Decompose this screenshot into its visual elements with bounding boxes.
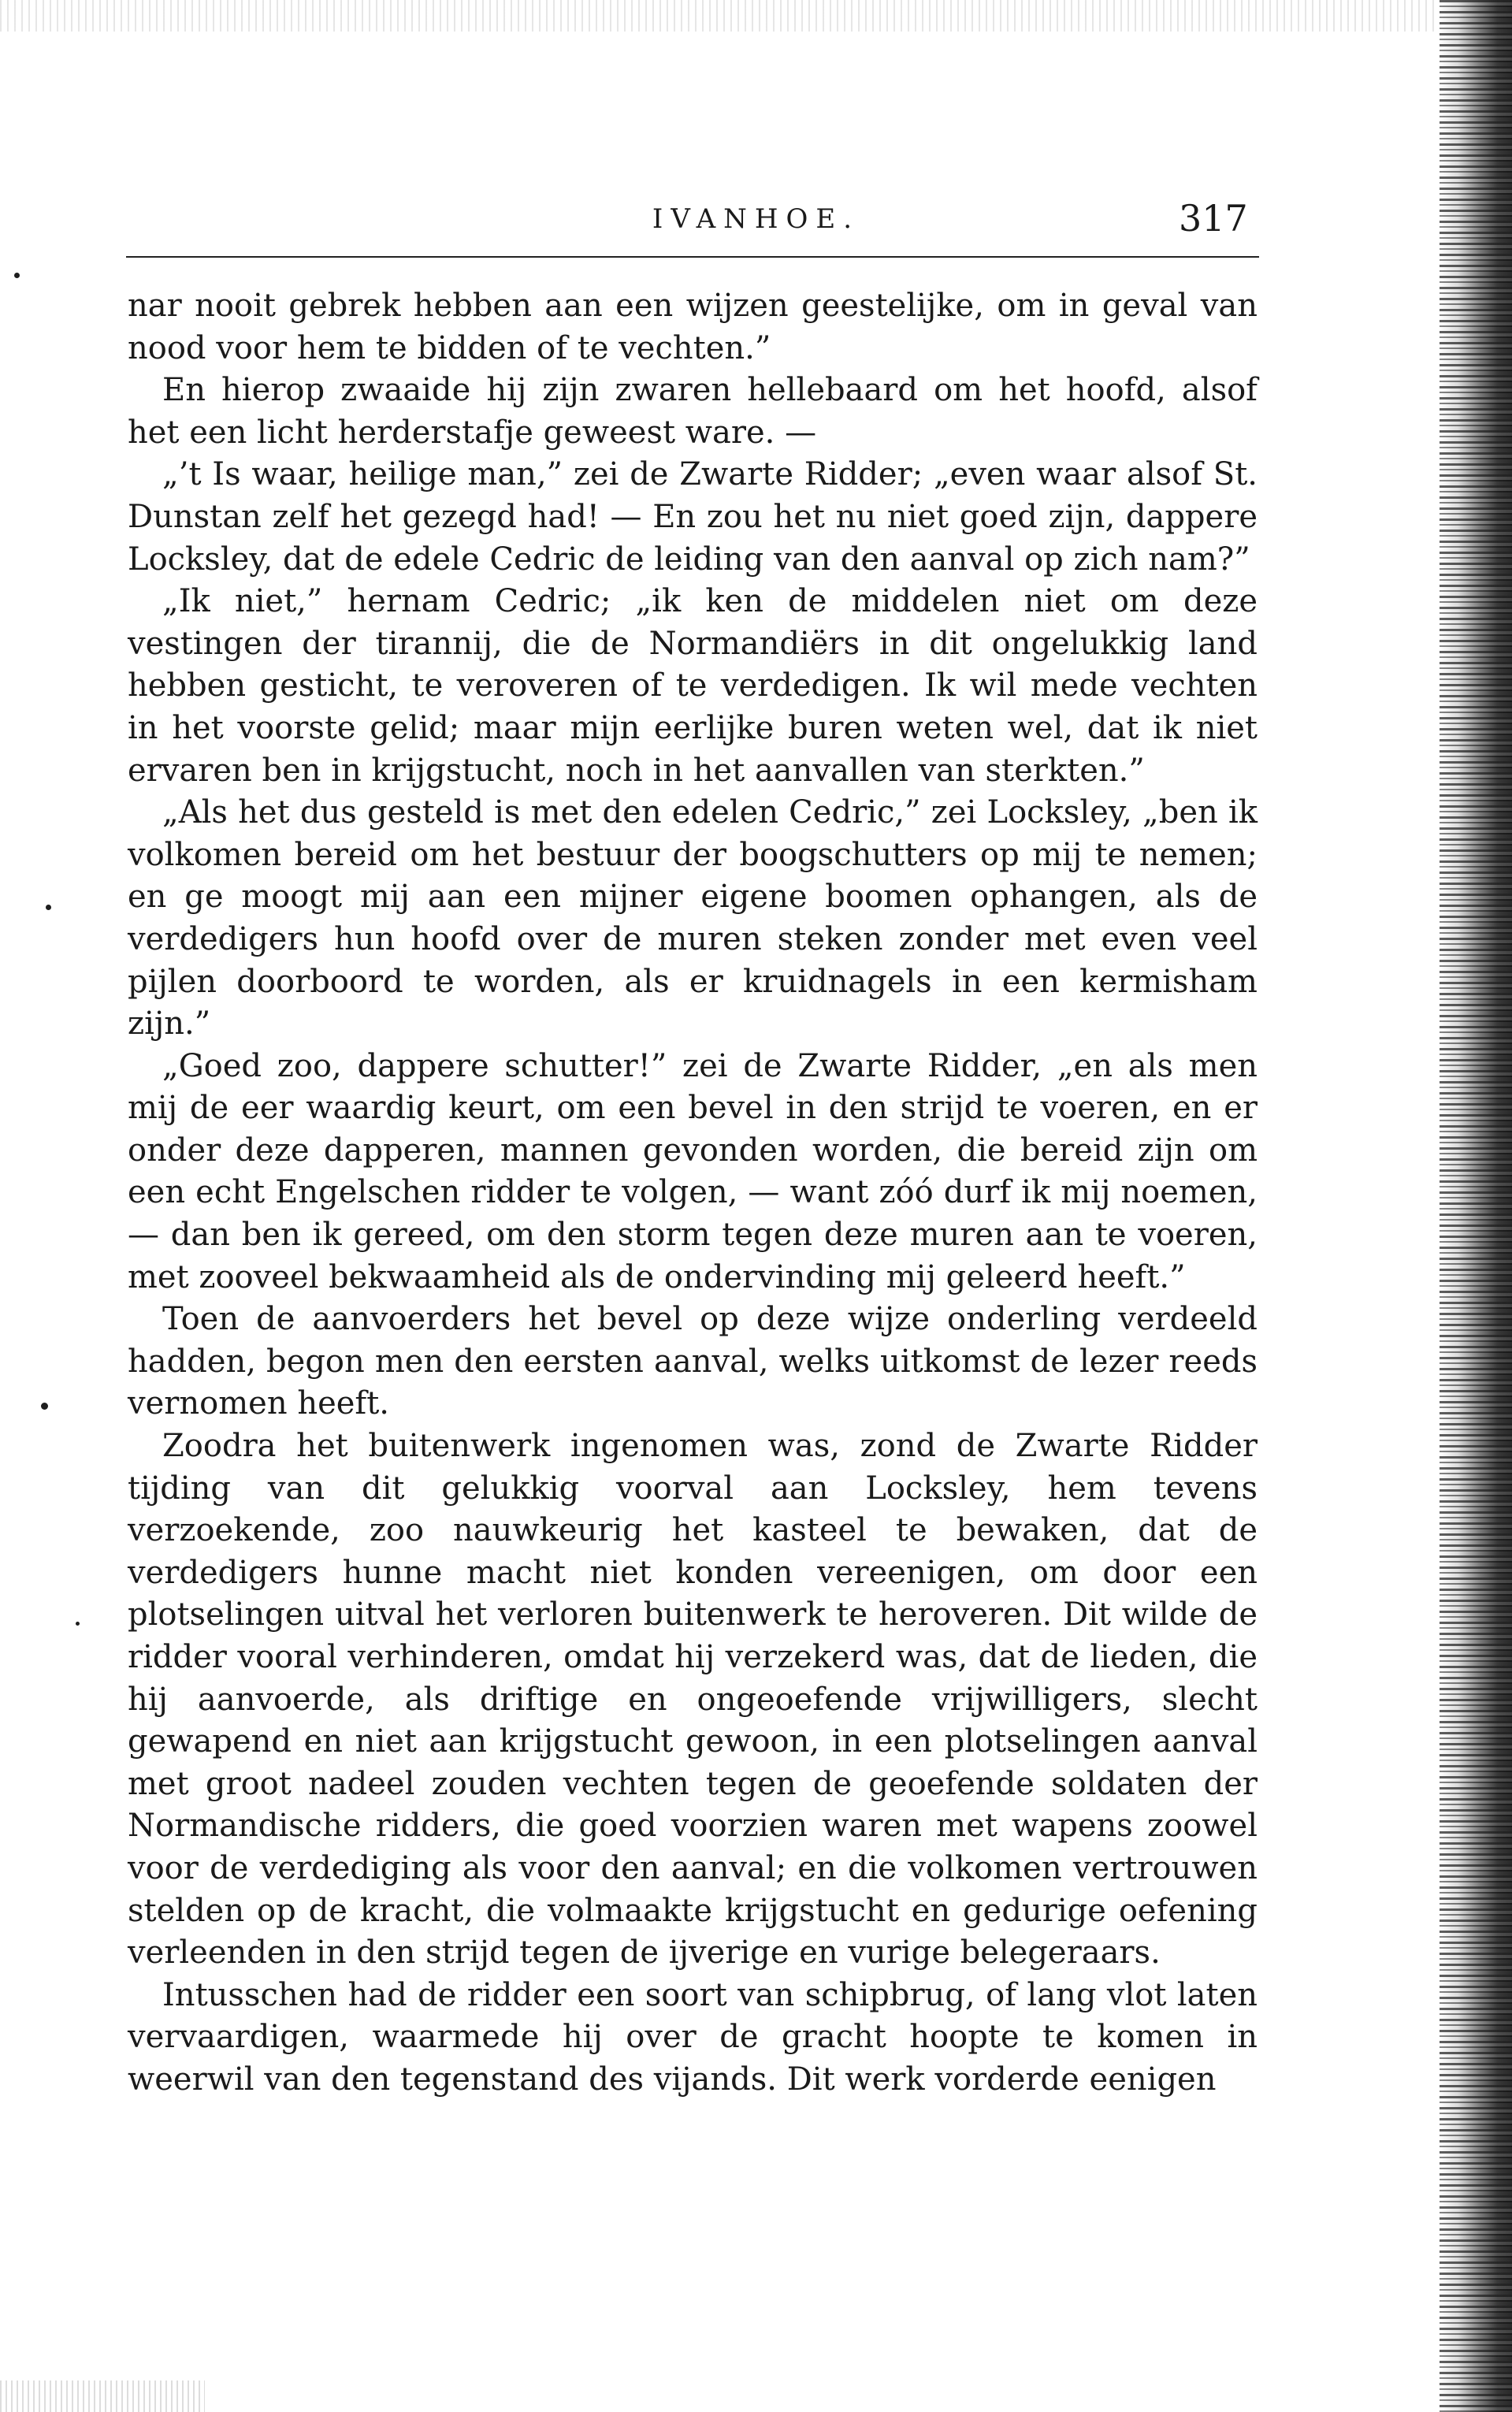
paragraph: Toen de aanvoerders het bevel op deze wijze onderling verdeeld hadden, begon men den eersten aanval, welks uitkomst de lezer reeds vernomen heeft. [128,1301,1258,1422]
paragraph: nar nooit gebrek hebben aan een wijzen geestelijke, om in geval van nood voor hem te bidden of te vechten.” [128,288,1258,366]
paragraph: En hierop zwaaide hij zijn zwaren hellebaard om het hoofd, alsof het een licht herderstafje geweest ware. — [128,372,1258,451]
paragraph: Zoodra het buitenwerk ingenomen was, zond de Zwarte Ridder tijding van dit gelukkig voorval aan Locksley, hem tevens verzoekende, zoo nauwkeurig het kasteel te bewaken, dat de verdedigers hunne macht niet konden vereenigen, om door een plotselingen uitval het verloren buitenwerk te heroveren. Dit wilde de ridder vooral verhinderen, omdat hij verzekerd was, dat de lieden, die hij aanvoerde, als driftige en ongeoefende vrijwilligers, slecht gewapend en niet aan krijgstucht gewoon, in een plotselingen aanval met groot nadeel zouden vechten tegen de geoefende soldaten der Normandische ridders, die goed voorzien waren met wapens zoowel voor de verdediging als voor den aanval; en die volkomen vertrouwen stelden op de kracht, die volmaakte krijgstucht en gedurige oefening verleenden in den strijd tegen de ijverige en vurige belegeraars. [128,1428,1258,1972]
margin-speck [14,273,20,278]
scan-noise-bottom [0,2380,205,2412]
page-number: 317 [1179,197,1248,240]
scanned-page-edge [1440,0,1512,2412]
paragraph: „’t Is waar, heilige man,” zei de Zwarte Ridder; „even waar alsof St. Dunstan zelf het gezegd had! — En zou het nu niet goed zijn, dappere Locksley, dat de edele Cedric de leiding van den aanval op zich nam?” [128,456,1258,578]
paragraph: „Goed zoo, dappere schutter!” zei de Zwarte Ridder, „en als men mij de eer waardig keurt, om een bevel in den strijd te voeren, en er onder deze dapperen, mannen gevonden worden, die bereid zijn om een echt Engelschen ridder te volgen, — want zóó durf ik mij noemen, — dan ben ik gereed, om den storm tegen deze muren aan te voeren, met zooveel bekwaamheid als de ondervinding mij geleerd heeft.” [128,1047,1258,1295]
paragraph: Intusschen had de ridder een soort van schipbrug, of lang vlot laten vervaardigen, waarmede hij over de gracht hoopte te komen in weerwil van den tegenstand des vijands. Dit werk vorderde eenigen [128,1976,1258,2098]
margin-speck [46,905,51,910]
margin-speck [41,1403,48,1410]
page-body [128,285,1258,2102]
running-title: IVANHOE. [652,203,860,235]
paragraph: „Als het dus gesteld is met den edelen Cedric,” zei Locksley, „ben ik volkomen bereid om het bestuur der boogschutters op mij te nemen; en ge moogt mij aan een mijner eigene boomen ophangen, als de verdedigers hun hoofd over de muren steken zonder met even veel pijlen doorboord te worden, als er kruidnagels in een kermisham zijn.” [128,794,1258,1042]
header-rule [126,256,1259,258]
scan-noise-top [0,0,1512,32]
paragraph: „Ik niet,” hernam Cedric; „ik ken de middelen niet om deze vestingen der tirannij, die de Normandiërs in dit ongelukkig land hebben gesticht, te veroveren of te verdedigen. Ik wil mede vechten in het voorste gelid; maar mijn eerlijke buren weten wel, dat ik niet ervaren ben in krijgstucht, noch in het aanvallen van sterkten.” [128,583,1258,789]
margin-speck [76,1622,80,1626]
